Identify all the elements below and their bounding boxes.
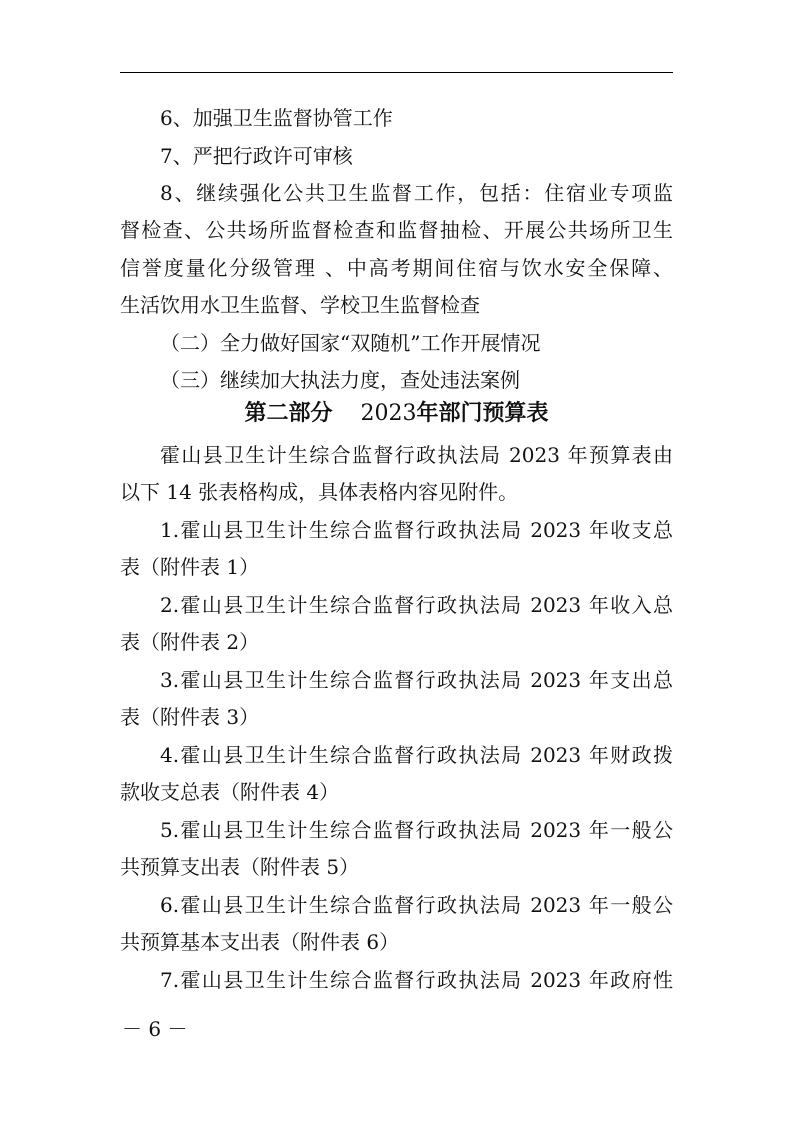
page-number: － 6 － bbox=[122, 1017, 188, 1041]
table-2-line-1: 2.霍山县卫生计生综合监督行政执法局 2023 年收入总 bbox=[160, 593, 673, 617]
section-heading bbox=[0, 395, 793, 433]
section-title: 年部门预算表 bbox=[416, 401, 549, 426]
table-1-line-2: 表（附件表 1） bbox=[120, 555, 260, 579]
table-4-line-1: 4.霍山县卫生计生综合监督行政执法局 2023 年财政拨 bbox=[160, 743, 673, 767]
item-6: 6、加强卫生监督协管工作 bbox=[160, 106, 393, 130]
subsection-two: （二）全力做好国家“双随机”工作开展情况 bbox=[160, 331, 541, 355]
table-1-line-1: 1.霍山县卫生计生综合监督行政执法局 2023 年收支总 bbox=[160, 518, 673, 542]
table-6-line-1: 6.霍山县卫生计生综合监督行政执法局 2023 年一般公 bbox=[160, 893, 673, 917]
item-8-line-3: 信誉度量化分级管理 、中高考期间住宿与饮水安全保障、 bbox=[120, 256, 673, 280]
item-8-line-1: 8、继续强化公共卫生监督工作，包括：住宿业专项监 bbox=[160, 181, 673, 205]
table-2-line-2: 表（附件表 2） bbox=[120, 630, 260, 654]
section-part: 第二部分 bbox=[244, 401, 333, 426]
table-3-line-1: 3.霍山县卫生计生综合监督行政执法局 2023 年支出总 bbox=[160, 668, 673, 692]
header-rule bbox=[120, 72, 673, 73]
table-4-line-2: 款收支总表（附件表 4） bbox=[120, 780, 340, 804]
table-6-line-2: 共预算基本支出表（附件表 6） bbox=[120, 930, 400, 954]
section-year: 2023 bbox=[360, 401, 417, 426]
item-7: 7、严把行政许可审核 bbox=[160, 144, 353, 168]
item-8-line-4: 生活饮用水卫生监督、学校卫生监督检查 bbox=[120, 293, 480, 317]
table-7-line-1: 7.霍山县卫生计生综合监督行政执法局 2023 年政府性 bbox=[160, 968, 673, 992]
intro-line-2: 以下 14 张表格构成，具体表格内容见附件。 bbox=[120, 480, 519, 504]
table-5-line-1: 5.霍山县卫生计生综合监督行政执法局 2023 年一般公 bbox=[160, 818, 673, 842]
table-3-line-2: 表（附件表 3） bbox=[120, 705, 260, 729]
item-8-line-2: 督检查、公共场所监督检查和监督抽检、开展公共场所卫生 bbox=[120, 218, 673, 242]
table-5-line-2: 共预算支出表（附件表 5） bbox=[120, 855, 360, 879]
intro-line-1: 霍山县卫生计生综合监督行政执法局 2023 年预算表由 bbox=[160, 443, 673, 467]
subsection-three: （三）继续加大执法力度，查处违法案例 bbox=[160, 368, 520, 392]
